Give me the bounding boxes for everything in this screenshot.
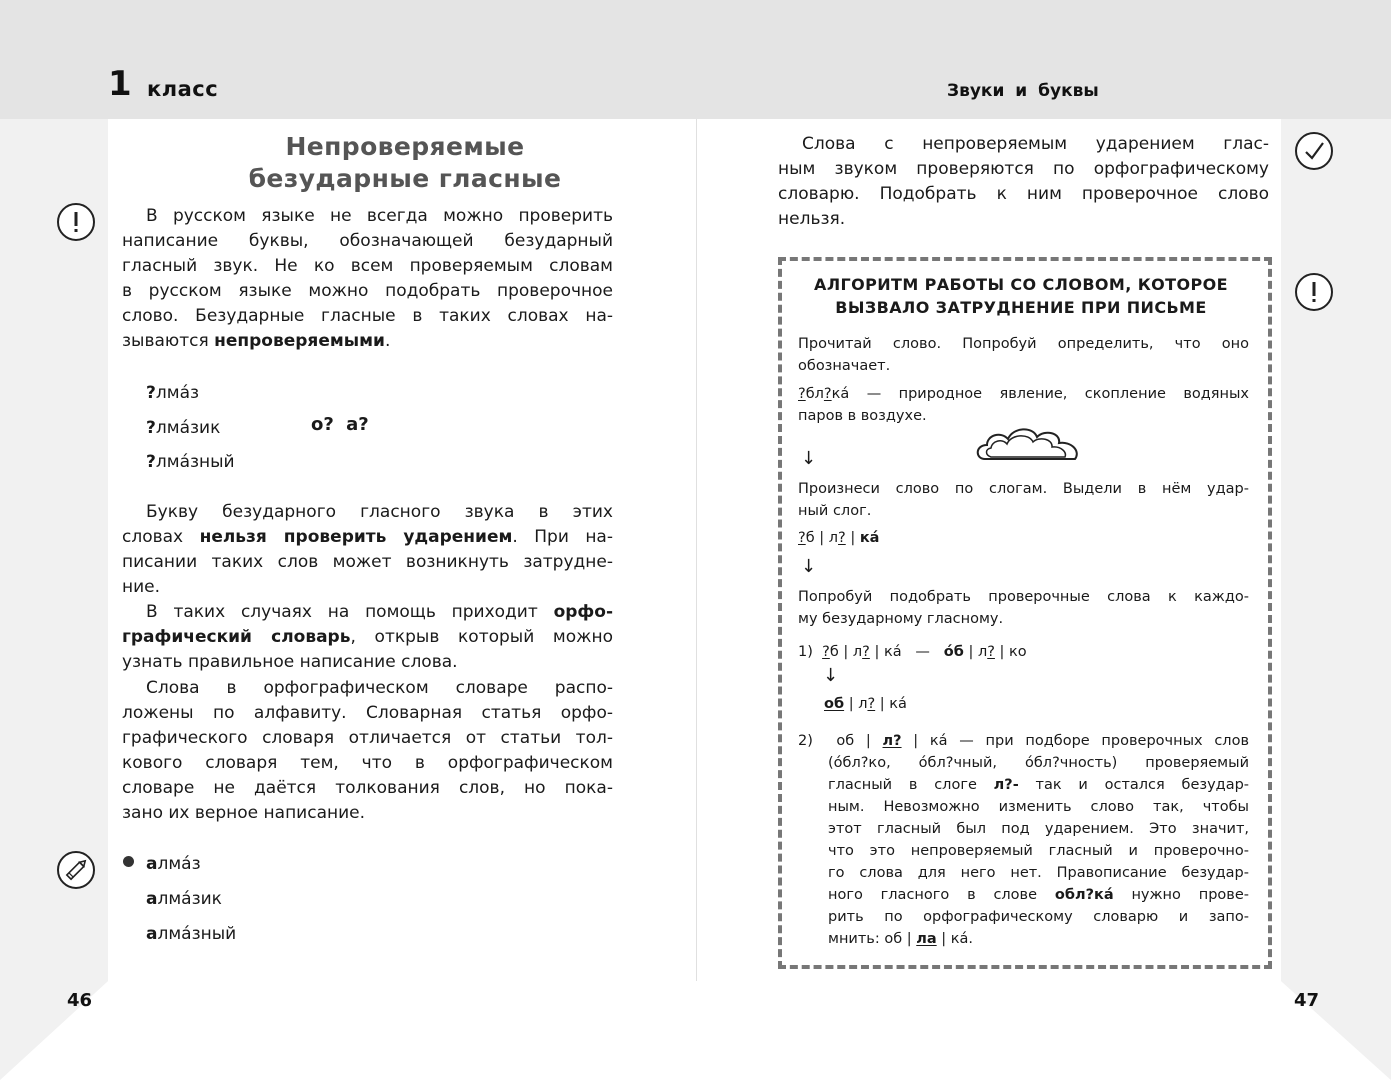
example-word bbox=[146, 381, 199, 405]
vowel-bold: а bbox=[146, 924, 158, 944]
vowel-alternatives: о? а? bbox=[311, 414, 369, 435]
unknown-vowel: ? bbox=[823, 386, 832, 402]
unknown-vowel: ? bbox=[146, 452, 156, 472]
text-line bbox=[798, 730, 1249, 752]
paragraph-3 bbox=[122, 600, 613, 675]
syllables-word bbox=[798, 527, 879, 549]
pencil-icon bbox=[57, 851, 95, 889]
text: бл bbox=[805, 386, 824, 402]
text-line bbox=[828, 774, 1249, 796]
arrow-down-icon: ↓ bbox=[801, 556, 817, 577]
intro-paragraph bbox=[122, 204, 613, 354]
item-number: 1) bbox=[798, 644, 813, 660]
term-bold: нельзя проверить ударением bbox=[199, 527, 513, 547]
unknown-syllable: л? bbox=[882, 733, 902, 749]
checkmark-icon bbox=[1295, 132, 1333, 170]
unknown-vowel: ? bbox=[987, 644, 995, 660]
text-line: в русском языке можно подобрать проверочное bbox=[122, 281, 613, 301]
text-line: написание буквы, обозначающей безударный bbox=[122, 231, 613, 251]
text-line bbox=[122, 625, 613, 650]
example-word bbox=[146, 450, 235, 474]
word-rest: лмáзик bbox=[155, 418, 221, 438]
arrow-down-icon: ↓ bbox=[823, 665, 839, 686]
stressed-syllable: кá bbox=[859, 530, 880, 546]
text-line: ложены по алфавиту. Словарная статья орфо- bbox=[122, 703, 613, 723]
text: . bbox=[384, 331, 391, 351]
item-1-result bbox=[824, 693, 907, 715]
unknown-vowel: ? bbox=[838, 530, 846, 546]
item-2 bbox=[798, 730, 1249, 752]
text-line: Произнеси слово по слогам. Выдели в нём удар- bbox=[798, 481, 1249, 497]
checked-syllable: об bbox=[824, 696, 845, 712]
step-1 bbox=[798, 333, 1249, 377]
text: | л bbox=[844, 696, 868, 712]
text-line bbox=[798, 383, 1249, 405]
text: кá bbox=[831, 386, 850, 402]
text-line bbox=[828, 884, 1249, 906]
text: зываются bbox=[122, 331, 209, 351]
text-line: гласный звук. Не ко всем проверяемым словам bbox=[122, 256, 613, 276]
page-title bbox=[150, 131, 660, 195]
text: | кá bbox=[875, 696, 907, 712]
text-line: Слова с непроверяемым ударением глас- bbox=[802, 134, 1269, 154]
unknown-vowel: ? bbox=[146, 383, 156, 403]
text-line: кового словаря тем, что в орфографическом bbox=[122, 753, 613, 773]
algorithm-title bbox=[790, 273, 1252, 319]
text-line bbox=[122, 525, 613, 550]
title-line: ВЫЗВАЛО ЗАТРУДНЕНИЕ ПРИ ПИСЬМЕ bbox=[835, 298, 1207, 317]
text: | ко bbox=[994, 644, 1027, 660]
text: так и остался безудар- bbox=[1035, 777, 1250, 793]
text: | кá bbox=[901, 733, 948, 749]
syllable-bold: л?- bbox=[993, 777, 1019, 793]
cloud-icon bbox=[975, 423, 1085, 468]
exclamation-icon bbox=[57, 203, 95, 241]
text-line: Букву безударного гласного звука в этих bbox=[146, 502, 613, 522]
word-rest: лмáзик bbox=[157, 889, 222, 909]
unknown-vowel: ? bbox=[862, 644, 870, 660]
title-line: АЛГОРИТМ РАБОТЫ СО СЛОВОМ, КОТОРОЕ bbox=[814, 275, 1228, 294]
text-line: ным. Невозможно изменить слово так, чтобы bbox=[828, 799, 1249, 815]
text-line: слово. Безударные гласные в таких словах на- bbox=[122, 306, 613, 326]
answer-word bbox=[146, 887, 222, 911]
unknown-vowel: ? bbox=[822, 644, 830, 660]
text-line: го слова для него нет. Правописание безудар- bbox=[828, 865, 1249, 881]
text: об | bbox=[836, 733, 883, 749]
word-rest: лмáз bbox=[157, 854, 201, 874]
title-line: Непроверяемые bbox=[285, 132, 525, 161]
vowel-bold: а bbox=[146, 854, 158, 874]
item-2-explanation bbox=[828, 752, 1249, 950]
text-line: обозначает. bbox=[798, 358, 891, 374]
text: об | bbox=[884, 931, 917, 947]
term-bold: графический словарь bbox=[122, 627, 351, 647]
page-number-right: 47 bbox=[1294, 990, 1320, 1011]
unknown-vowel: ? bbox=[867, 696, 876, 712]
text-line: графического словаря отличается от статьи тол- bbox=[122, 728, 613, 748]
answer-word bbox=[146, 852, 201, 876]
text-line: паров в воздухе. bbox=[798, 408, 927, 424]
example-word bbox=[146, 416, 220, 440]
arrow-down-icon: ↓ bbox=[801, 448, 817, 469]
text-line: му безударному гласному. bbox=[798, 611, 1004, 627]
word-rest: лмáз bbox=[155, 383, 200, 403]
text: мнить: bbox=[828, 931, 880, 947]
text-line: что это непроверяемый гласный и проверочно- bbox=[828, 843, 1249, 859]
text: . При на- bbox=[512, 527, 613, 547]
text-line: Прочитай слово. Попробуй определить, что оно bbox=[798, 336, 1249, 352]
step-1-definition bbox=[798, 383, 1249, 427]
text-line: (óбл?ко, óбл?чный, óбл?чность) проверяемый bbox=[828, 755, 1249, 771]
text-line: словарю. Подобрать к ним проверочное слово bbox=[778, 184, 1269, 204]
word-rest: лмáзный bbox=[157, 924, 237, 944]
text-line: зано их верное написание. bbox=[122, 803, 366, 823]
paragraph-4 bbox=[122, 676, 613, 826]
text: | bbox=[845, 530, 860, 546]
page-number-left: 46 bbox=[67, 990, 93, 1011]
vowel-bold: а bbox=[146, 889, 158, 909]
answer-word bbox=[146, 922, 236, 946]
word-oblako bbox=[798, 386, 849, 402]
text-line: узнать правильное написание слова. bbox=[122, 652, 458, 672]
text: | л bbox=[963, 644, 988, 660]
text-line: Попробуй подобрать проверочные слова к каждо- bbox=[798, 589, 1249, 605]
text-line: нельзя. bbox=[778, 209, 846, 229]
text: словах bbox=[122, 527, 184, 547]
item-1 bbox=[798, 641, 1027, 663]
title-line: безударные гласные bbox=[248, 164, 562, 193]
step-3 bbox=[798, 586, 1249, 630]
text-line: Слова в орфографическом словаре распо- bbox=[146, 678, 613, 698]
term-bold: орфо- bbox=[553, 602, 614, 622]
text-line: писании таких слов может возникнуть затрудне- bbox=[122, 552, 613, 572]
bullet-icon bbox=[123, 856, 134, 867]
term-bold: непроверяемыми bbox=[214, 331, 385, 351]
text: | кá bbox=[869, 644, 902, 660]
text: б | л bbox=[829, 644, 863, 660]
dash: — bbox=[915, 644, 930, 660]
text-line bbox=[122, 600, 613, 625]
right-intro bbox=[778, 132, 1269, 232]
paragraph-2 bbox=[122, 500, 613, 600]
text-line: В русском языке не всегда можно проверить bbox=[146, 206, 613, 226]
unknown-vowel: ? bbox=[146, 418, 156, 438]
unknown-vowel: ? bbox=[798, 530, 806, 546]
grade-label: класс bbox=[147, 77, 219, 101]
item-2-word bbox=[798, 733, 948, 749]
text-line: ный слог. bbox=[798, 503, 872, 519]
text: гласный в слоге bbox=[828, 777, 977, 793]
text: ного гласного в слове bbox=[828, 887, 1038, 903]
text: , открыв который можно bbox=[350, 627, 613, 647]
text-line bbox=[122, 329, 613, 354]
text: — природное явление, скопление водяных bbox=[866, 386, 1249, 402]
word-bold: обл?кá bbox=[1054, 887, 1114, 903]
text: — при подборе проверочных слов bbox=[959, 733, 1249, 749]
text-line: словаре не даётся толкования слов, но пока- bbox=[122, 778, 613, 798]
text: б | л bbox=[805, 530, 839, 546]
text: В таких случаях на помощь приходит bbox=[146, 602, 538, 622]
unknown-vowel: ? bbox=[798, 386, 806, 402]
grade-number: 1 bbox=[108, 64, 132, 104]
text-line: этот гласный был под ударением. Это значит, bbox=[828, 821, 1249, 837]
text-line bbox=[828, 928, 1249, 950]
step-2 bbox=[798, 478, 1249, 522]
item-number: 2) bbox=[798, 733, 813, 749]
text-line: ние. bbox=[122, 577, 161, 597]
word-rest: лмáзный bbox=[155, 452, 235, 472]
section-title: Звуки и буквы bbox=[947, 81, 1099, 101]
exclamation-icon bbox=[1295, 273, 1333, 311]
answer-syllable: ла bbox=[916, 931, 937, 947]
text-line: рить по орфографическому словарю и запо- bbox=[828, 909, 1249, 925]
text-line: ным звуком проверяются по орфографическому bbox=[778, 159, 1269, 179]
stressed-syllable: óб bbox=[943, 644, 964, 660]
text: | кá. bbox=[936, 931, 974, 947]
text: нужно прове- bbox=[1131, 887, 1249, 903]
